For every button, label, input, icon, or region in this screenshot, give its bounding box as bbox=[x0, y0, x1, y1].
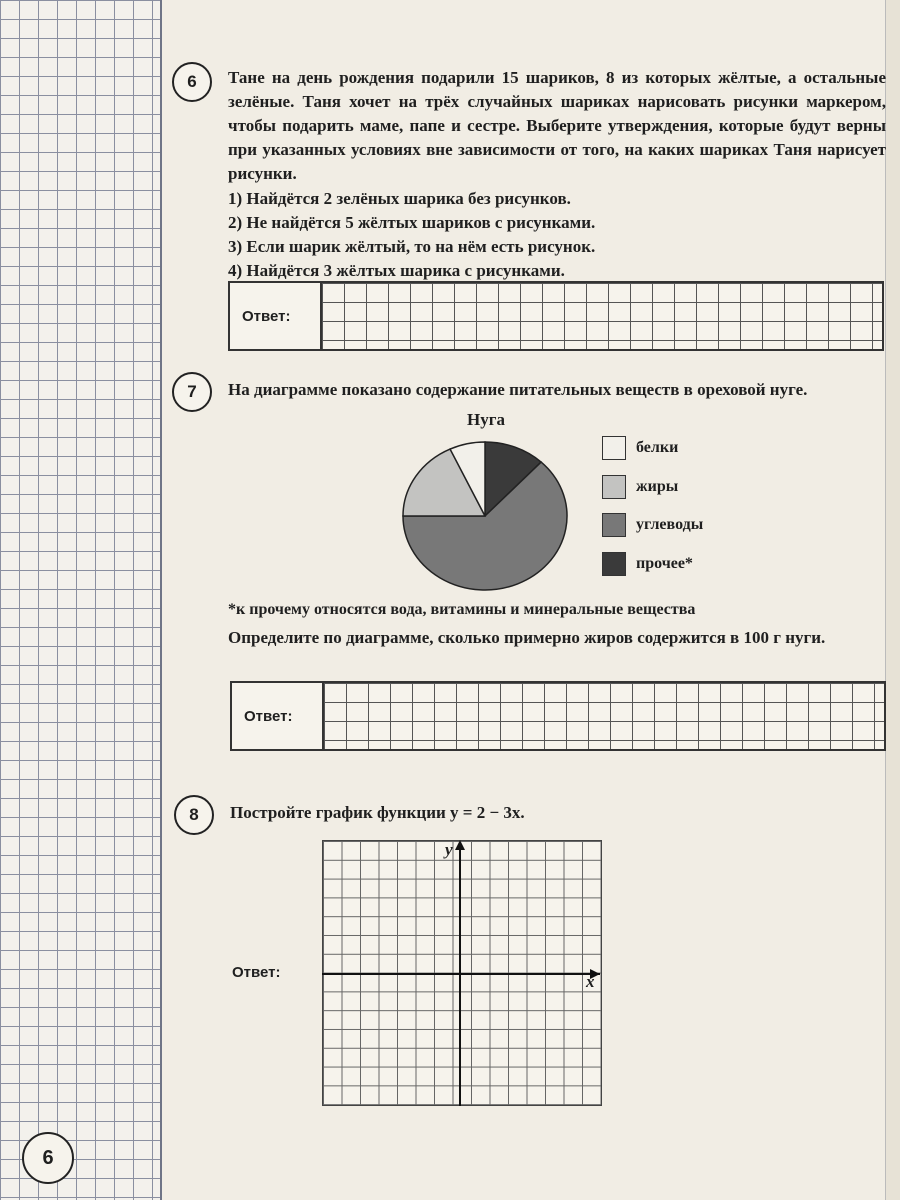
task-8-text: Постройте график функции y = 2 − 3x. bbox=[230, 803, 525, 822]
y-axis-label: y bbox=[445, 840, 453, 859]
task-6-answer-box[interactable] bbox=[228, 281, 884, 351]
legend-item-protein bbox=[602, 436, 678, 460]
coordinate-axes bbox=[322, 838, 602, 1106]
task-7-question: Определите по диаграмме, сколько примерно жиров содержится в 100 г нуги. bbox=[228, 628, 826, 647]
margin-grid bbox=[0, 0, 162, 1200]
answer-label: Ответ: bbox=[232, 683, 324, 749]
legend-item-fat bbox=[602, 475, 678, 499]
answer-cells[interactable] bbox=[322, 283, 882, 349]
y-axis-arrow bbox=[455, 840, 465, 850]
legend-swatch-carbs bbox=[602, 513, 626, 537]
legend-label-other: прочее* bbox=[636, 555, 693, 572]
task-7-answer-box[interactable] bbox=[230, 681, 886, 751]
legend-item-carbs bbox=[602, 513, 703, 537]
task-7-footnote: *к прочему относятся вода, витамины и минеральные вещества bbox=[228, 601, 696, 618]
task-8-number: 8 bbox=[174, 795, 214, 835]
legend-label-carbs: углеводы bbox=[636, 516, 704, 533]
task-6-statements bbox=[228, 187, 868, 283]
page-number: 6 bbox=[22, 1132, 74, 1184]
page-edge bbox=[885, 0, 900, 1200]
statement-3: 3) Если шарик жёлтый, то на нём есть рисунок. bbox=[228, 237, 596, 256]
task-6-text: Тане на день рождения подарили 15 шариков, 8 из которых жёлтые, а остальные зелёные. Таня хочет на трёх случайных шариках нарисовать рисунки маркером, чтобы подарить маме, папе и сестре. Выберите утверждения, которые будут верны при указанных условиях вне зависимости от того, на каких шариках Таня нарисует рисунки. bbox=[228, 68, 886, 183]
pie-chart bbox=[400, 438, 570, 594]
task-8-answer-label: Ответ: bbox=[232, 964, 281, 981]
legend-swatch-protein bbox=[602, 436, 626, 460]
legend-item-other bbox=[602, 552, 693, 576]
statement-2: 2) Не найдётся 5 жёлтых шариков с рисунками. bbox=[228, 213, 596, 232]
answer-label: Ответ: bbox=[230, 283, 322, 349]
x-axis-label: x bbox=[586, 972, 595, 991]
legend-label-protein: белки bbox=[636, 439, 679, 456]
answer-cells[interactable] bbox=[324, 683, 884, 749]
task-6-number: 6 bbox=[172, 62, 212, 102]
task-7-text: На диаграмме показано содержание питательных веществ в ореховой нуге. bbox=[228, 380, 808, 399]
chart-title: Нуга bbox=[467, 410, 505, 429]
legend-swatch-other bbox=[602, 552, 626, 576]
task-7-number: 7 bbox=[172, 372, 212, 412]
legend-swatch-fat bbox=[602, 475, 626, 499]
legend-label-fat: жиры bbox=[636, 478, 679, 495]
statement-1: 1) Найдётся 2 зелёных шарика без рисунков. bbox=[228, 189, 571, 208]
statement-4: 4) Найдётся 3 жёлтых шарика с рисунками. bbox=[228, 261, 565, 280]
